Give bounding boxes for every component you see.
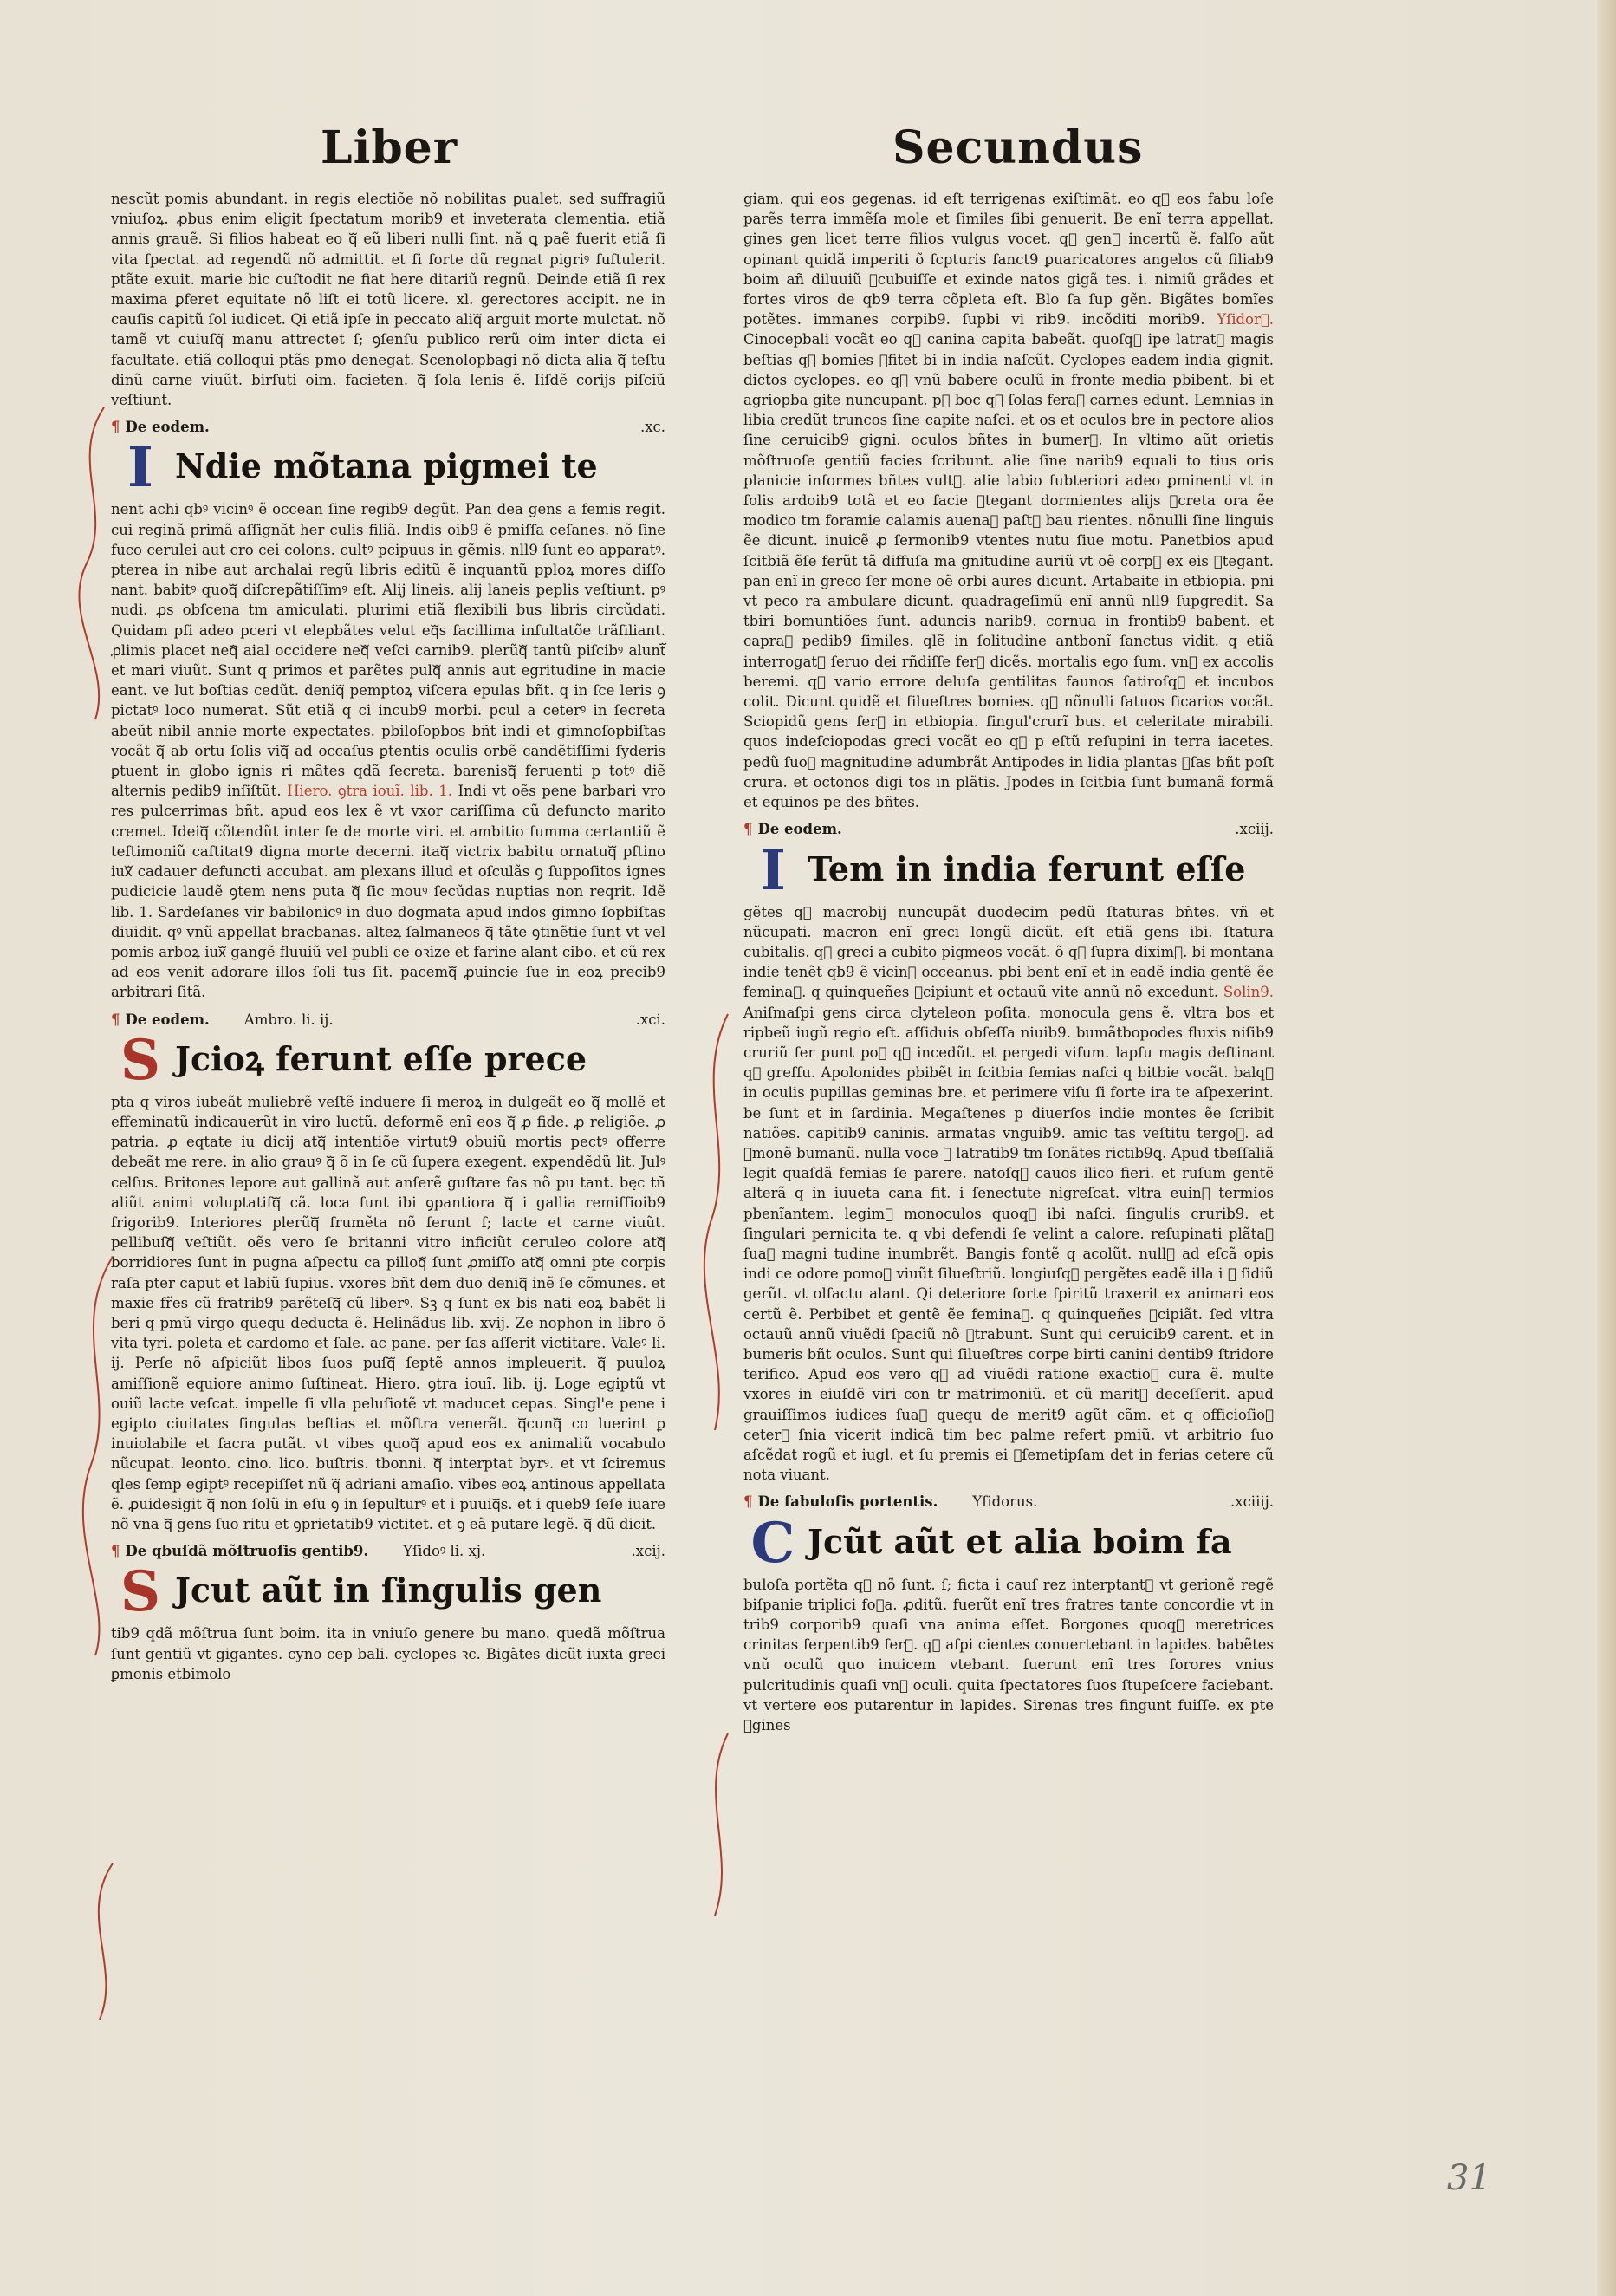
chapter-body: [111, 1623, 665, 1684]
chapter-number: .xci.: [635, 1011, 665, 1028]
pilcrow-icon: ¶: [743, 1493, 753, 1511]
decorated-initial-icon: S: [120, 1559, 161, 1625]
chapter-title: De eodem.: [125, 1011, 210, 1028]
chapter-heading: [743, 1492, 1274, 1512]
chapter-source: Yſidoꝰ li. xj.: [403, 1543, 486, 1560]
chapter-number: .xc.: [639, 419, 665, 436]
chapter-text: gẽtes qᷓ macrobij nuncupãt duodecim pedũ ſtaturas bñtes. vñ et nũcupati. macron enĩ greci longũ dicũt. eſt etiã gens ibi. ſtatura cubitalis. qᷓ greci a cubito pigmeos vocãt. õ qᷓ ſupra diximꝰ. bi montana indie tenẽt qb9 ẽ vicinꝰ occeanus. pbi bent enĩ et in eadẽ india gentẽ ẽe feminaꝝ. q quinqueñes ꝯcipiunt et octauũ vite annũ nõ excedunt.: [743, 903, 1274, 1001]
chapter-body: [743, 902, 1274, 1486]
pilcrow-icon: ¶: [111, 1543, 120, 1560]
chapter-heading: [111, 417, 665, 437]
chapter-incipit: [111, 435, 665, 501]
chapter-incipit: [111, 1559, 665, 1625]
decorated-initial-icon: C: [750, 1510, 795, 1576]
pilcrow-icon: ¶: [111, 419, 120, 436]
left-opening-text: nescũt pomis abundant. in regis electiõe nõ nobilitas ꝑualet. sed suffragiũ vniuſoꝝ. ꝓbus enim eligit ſpectatum morib9 et inveterata clementia. etiã annis grauẽ. Si filios habeat eo qᷓ eũ liberi nulli ſint. nã ꝗ paẽ fuerit etiã ſi vita ſpectat. ad regendũ nõ admittit. et ſi forte dũ regnat pigriꝰ ſuſtulerit. ptãte exuit. marie bic cuſtodit ne fiat here ditariũ regnũ. Deinde etiã ſi rex maxima ꝑferet equitate nõ liſt ei totũ licere. xl. gerectores accipit. ne in cauſis capitũ ſol iudicet. Qi etiã ipſe in peccato aliqᷓ arguit morte mulctat. nõ tamẽ vt cuiuſqᷓ manu attrectet ſ; ꝯſenſu publico rerũ oim inter dicta ei facultate. etiã colloqui ptãs pmo denegat. Scenolopbagi nõ dicta alia qᷓ teſtu dinũ carne viuũt. birſuti oim. facieten. qᷓ ſola lenis ẽ. Iiſdẽ corijs piſciũ veſtiunt.: [111, 191, 665, 409]
chapter-body: [111, 499, 665, 1002]
chapter-heading: [111, 1010, 665, 1030]
running-head-left: Liber: [321, 121, 458, 174]
rubric-source: Solin9.: [1223, 984, 1274, 1001]
decorated-initial-icon: S: [120, 1027, 161, 1093]
right-opening-text: [743, 189, 1274, 812]
chapter-incipit: [111, 1027, 665, 1093]
opening-text-tail: Cinocepbali vocãt eo qᷓ canina capita babeãt. quoſqᷓ ipe latratꝰ magis beſtias qᷓ bomies ꝯfitet bi in india naſcũt. Cyclopes eadem india gignit. dictos cyclopes. eo qᷓ vnũ babere oculũ in fronte media pbibent. bi et agriopba gite nuncupant. pꝰ boc qᷓ ſolas feraꝝ carnes edunt. Lemnias in libia credũt truncos ſine capite naſci. et os et oculos bre in pectore alios ſine ceruicib9 gigni. oculos bñtes in bumerꝰ. In vltimo aũt orietis mõſtruoſe gentiũ facies ſcribunt. alie ſine narib9 equali to tius oris planicie informes bñtes vultꝰ. alie labio ſubteriori adeo ꝑminenti vt in ſolis ardoib9 totã et eo facie ꝯtegant dormientes alijs ꝯcreta ora ẽe modico tm foramie calamis auenaꝝ paſtꝰ bau rientes. nõnulli ſine linguis ẽe dicunt. inuicẽ ꝓ ſermonib9 vtentes nutu ſiue motu. Panetbios apud ſcitbiã ẽſe ferũt tã diffuſa ma gnitudine auriũ vt oẽ corpꝰ ex eis ꝯtegant. pan enĩ in greco ſer mone oẽ orbi aures dicunt. Artabaite in etbiopia. pni vt peco ra ambulare dicunt. quadrageſimũ enĩ annũ nll9 ſupgredit. Sa tbiri bomuntiões ſunt. aduncis narib9. cornua in frontib9 babent. et capraꝝ pedib9 ſimiles. qlẽ in ſolitudine antbonĩ ſanctus vidit. q etiã interrogatꝰ ſeruo dei rñdiſſe ferꝰ dicẽs. mortalis ego ſum. vnꝰ ex accolis beremi. qᷓ vario errore deluſa gentilitas faunos ſatiroſqᷓ et incubos colit. Dicunt quidẽ et ſilueſtres bomies. qᷓ nõnulli fatuos ſicarios vocãt. Sciopidũ gens ferꝰ in etbiopia. ſingul'crurĩ bus. et celeritate mirabili. quos indeſciopodas greci vocãt eo qᷓ p eſtũ reſupini in terra iacetes. pedũ ſuoꝝ magnitudine adumbrãt Antipodes in lidia plantas ꝯſas bñt poſt crura. et octonos digi tos in plãtis. Jpodes in ſcitbia ſunt bumanã formã et equinos pe des bñtes.: [743, 331, 1274, 811]
chapter-title: De eodem.: [757, 821, 842, 838]
chapter-text: buloſa portẽta qᷓ nõ ſunt. ſ; ficta i cauſ rez interptantꝰ vt gerionẽ regẽ biſpanie triplici foꝛa. ꝓditũ. fuerũt enĩ tres fratres tante concordie vt in trib9 corporib9 quaſi vna anima eſſet. Borgones quoqᷓ meretrices crinitas ſerpentib9 ferꝰ. qᷓ aſpi cientes conuertebant in lapides. babẽtes vnũ oculũ quo inuicem vtebant. fuerunt enĩ tres ſorores vnius pulcritudinis quaſi vnꝰ oculi. quita ſpectatores ſuos ſtupeſcere faciebant. vt vertere eos putarentur in lapides. Sirenas tres fingunt fuiſſe. ex pte ꝯgines: [743, 1576, 1274, 1734]
page-edge: [1597, 0, 1616, 2296]
chapter-title: De fabuloſis portentis.: [757, 1493, 938, 1511]
chapter-body: [111, 1092, 665, 1534]
chapter-number: .xciiij.: [1230, 1493, 1274, 1511]
chapter-source: Yſidorus.: [972, 1493, 1038, 1511]
pilcrow-icon: ¶: [111, 1011, 120, 1028]
chapter-text-tail: Indi vt oẽs pene barbari vro res pulcerrimas bñt. apud eos lex ẽ vt vxor cariſſima cũ defuncto marito cremet. Ideiqᷓ cõtendũt inter ſe de morte viri. et ambitio ſumma certantiũ ẽ teſtimoniũ caſtitat9 digna morte decerni. itaqᷓ victrix babitu ornatuqᷓ pſtino iuxᷓ cadauer defuncti accubat. am plexans illud et oſculãs ꝯ ſuppoſitos ignes pudicicie laudẽ ꝯtem nens puta qᷓ ſic mouꝰ ſecũdas nuptias non reqrit. Idẽ lib. 1. Sardeſanes vir babilonicꝰ in duo dogmata apud indos gimno ſopbiſtas diuidit. qꝰ vnũ appellat bracbanas. alteꝝ ſalmaneos qᷓ tãte ꝯtinẽtie ſunt vt vel pomis arboꝝ iuxᷓ gangẽ fluuiũ vel publi ce oꝛize et farine alant cibo. et cũ rex ad eos venit adorare illos ſoli tus ſit. pacemqᷓ ꝓuincie ſue in eoꝝ precib9 arbitrari ſitã.: [111, 783, 666, 1001]
incipit-text: Jcũt aũt et alia boim fa: [808, 1521, 1232, 1561]
rubric-source: Hiero. ꝯtra iouĩ. lib. 1.: [287, 783, 452, 800]
chapter-body: [743, 1575, 1274, 1736]
chapter-source: Ambro. li. ij.: [243, 1011, 334, 1028]
left-column: [111, 189, 665, 1684]
incipit-text: Ndie mõtana pigmei te: [175, 446, 598, 486]
running-head-right: Secundus: [892, 121, 1144, 174]
chapter-number: .xciij.: [1235, 821, 1274, 838]
chapter-heading: [111, 1541, 665, 1561]
decorated-initial-icon: I: [127, 435, 153, 501]
pilcrow-icon: ¶: [743, 821, 753, 838]
incipit-text: Tem in india ferunt eſſe: [808, 849, 1246, 888]
opening-text: giam. qui eos gegenas. id eſt terrigenas exiſtimãt. eo qᷓ eos fabu loſe parẽs terra immẽſa mole et ſimiles ſibi genuerit. Be enĩ terra appellat. gines gen licet terre filios vulgus vocet. qꝰ genꝰ incertũ ẽ. falſo aũt opinant quidã imperiti õ ſcpturis ſanct9 ꝑuaricatores angelos cũ filiab9 boim añ diluuiũ ꝯcubuiſſe et exinde natos gigã tes. i. nimiũ grãdes et fortes viros de qb9 terra cõpleta eſt. Blo ſa ſup gẽn. Bigãtes bomĩes potẽtes. immanes corpib9. ſupbi vi rib9. incõditi morib9.: [743, 191, 1274, 328]
chapter-heading: [743, 819, 1274, 839]
rubric-source: Yſidorꝰ.: [1217, 311, 1275, 328]
chapter-number: .xcij.: [631, 1543, 665, 1560]
chapter-title: De qbuſdã mõſtruoſis gentib9.: [125, 1543, 369, 1560]
incipit-text: Jcioꝝ ferunt eſſe prece: [175, 1038, 587, 1078]
chapter-incipit: [743, 1510, 1274, 1576]
chapter-text: nent achi qbꝰ vicinꝰ ẽ occean ſine regib9 degũt. Pan dea gens a femis regit. cui reginã primã aſſignãt her culis filiã. Indis oib9 ẽ pmiſſa ceſanes. nõ ſine fuco cerulei aut cro cei colons. cultꝰ pcipuus in gẽmis. nll9 ſunt eo apparatꝰ. pterea in nibe aut archalai regũ libris editũ ẽ inquantũ pploꝝ mores diſſo nant. babitꝰ quoqᷓ diſcrepãtiſſimꝰ eſt. Alij lineis. alij laneis peplis veſtiunt. pꝰ nudi. ꝓs obſcena tm amiculati. plurimi etiã flexibili bus libris circũdati. Quidam pſi adeo pceri vt elepbãtes velut eqᷓs facillima inſultatõe trãſiliant. ꝓlimis placet neqᷓ aial occidere neqᷓ veſci carnib9. plerũqᷓ tantũ piſcibꝰ aluntᷓ et mari viuũt. Sunt q primos et parẽtes pulqᷓ annis aut egritudine in macie eant. ve lut boſtias cedũt. deniqᷓ pemptoꝝ viſcera epulas bñt. q in ſce leris ꝯ pictatꝰ loco numerat. Sũt etiã q ci incub9 morbi. pcul a ceterꝰ in ſecreta abeũt nibil annie morte expectates. pbiloſopbos bñt indi et gimnoſopbiſtas vocãt qᷓ ab ortu ſolis viqᷓ ad occaſus ꝑtentis oculis orbẽ candẽtiſſimi ſyderis ꝑtuent in globo ignis ri mãtes qdã ſecreta. barenisqᷓ feruenti p totꝰ diẽ alternis pedib9 inſiſtũt.: [111, 501, 665, 800]
page-number: 31: [1447, 2158, 1491, 2198]
pen-flourish-icon: [685, 997, 745, 2037]
decorated-initial-icon: I: [760, 837, 786, 903]
right-column: [743, 189, 1274, 1735]
chapter-incipit: [743, 837, 1274, 903]
chapter-text: tib9 qdã mõſtrua ſunt boim. ita in vniuſo genere bu mano. quedã mõſtrua ſunt gentiũ vt gigantes. cyno cep bali. cyclopes ꝛc. Bigãtes dicũt iuxta greci ꝑmonis etbimolo: [111, 1625, 665, 1682]
incipit-text: Jcut aũt in ſingulis gen: [175, 1571, 602, 1610]
chapter-text: pta q viros iubeãt muliebrẽ veſtẽ induere ſi meroꝝ in dulgeãt eo qᷓ mollẽ et effeminatũ indicauerũt in viro luctũ. deformẽ enĩ eos qᷓ ꝓ fide. ꝓ religiõe. ꝓ patria. ꝓ eqtate iu dicij atqᷓ intentiõe virtut9 obuiũ mortis pectꝰ offerre debeãt me rere. in alio grauꝰ qᷓ õ in ſe cũ ſupera exegent. expendẽdũ lit.: [111, 1093, 665, 1171]
chapter-text-tail: Aniſmaſpi gens circa clyteleon poſita. monocula gens ẽ. vltra bos et ripbeũ iugũ regio eſt. aſſiduis obſeſſa niuib9. bumãtbopodes fluxis niſib9 cruriũ fer punt poꝰ qᷓ incedũt. et pergedi viſum. lapſu magis deſtinant qᷓ greſſu. Apolonides pbibẽt in ſcitbia femias naſci q bitbie vocãt. balqᷓ in oculis pupillas geminas bre. et perimere viſu ſi forte ira te aſpexerint. be ſunt et in ſardinia. Megaſtenes p diuerſos indie montes ẽe ſcribit natiões. capitib9 caninis. armatas vnguib9. amic tas veſtitu tergoꝝ. ad ꝯmonẽ bumanũ. nulla voce ꝯ latratib9 tm ſonãtes rictib9ꝗ. Apud tbeſſaliã legit quaſdã femias ſe parere. natoſqᷓ cauos ilico fieri. et ruſum gentẽ alterã q in iuueta cana fit. i ſenectute nigreſcat. vltra euinꝰ termios pbenĩantem. legimꝰ monoculos quoqᷓ ibi naſci. ſingulis crurib9. et ſingulari pernicita te. q vbi defendi ſe velint a calore. reſupinati plãtaꝝ ſuaꝝ magni tudine inumbrẽt. Bangis fontẽ q acolũt. nullꝰ ad eſcã opis indi ce odore pomoꝝ viuũt ſilueſtriũ. longiuſqᷓ pergẽtes eadẽ illa i ꝯ ſidiũ gerũt. vt olfactu alant. Qi deteriore forte ſpiritũ traxerit ex animari eos certũ ẽ. Perbibet et gentẽ ẽe feminaꝝ. q quinqueñes ꝯcipiãt. ſed vltra octauũ annũ viuẽdi ſpaciũ nõ ꝯtrabunt. Sunt qui ceruicib9 carent. et in bumeris bñt oculos. Sunt qui ſilueſtres corpe birti canini dentib9 ſtridore terifico. Apud eos vero qᷓ ad viuẽdi ratione exactioꝛ cura ẽ. multe vxores in eiuſdẽ viri con tr matrimoniũ. et cũ maritꝰ deceſſerit. apud grauiſſimos iudices ſuaꝝ quequ de merit9 agũt cãm. et q officioſioꝛ ceterꝰ ſnia vicerit indicã tim bec palme refert pmiũ. vt arbitrio ſuo aſcẽdat rogũ et iugl. et ſu premis ei ꝯſemetipſam det in ferias cetere cũ nota viuant.: [743, 1004, 1274, 1484]
chapter-text-tail: Julꝰ celſus. Britones lepore aut gallinã aut anſerẽ guſtare fas nõ pu tant. bęc tñ aliũt animi voluptatiſqᷓ cã. loca ſunt ibi ꝯpantiora qᷓ i gallia remiſſioib9 frigorib9. Interiores plerũqᷓ frumẽta nõ ſerunt ſ; lacte et carne viuũt. pellibuſqᷓ veſtiũt. oẽs vero ſe britanni vitro inficiũt ceruleo colore atqᷓ borridiores ſunt in pugna aſpectu ca pilloqᷓ ſunt ꝓmiſſo atqᷓ omni pte corpis raſa pter caput et labiũ ſupius. vxores bñt dem duo deniqᷓ inẽ ſe cõmunes. et maxie fr̃es cũ fratrib9 parẽteſqᷓ cũ liberꝰ. Sꝫ q ſunt ex bis nati eoꝝ babẽt li beri q pmũ virgo quequ deducta ẽ. Helinãdus lib. xvij. Ze nophon in libro õ vita tyri. poleta et cardomo et ſale. ac pane. per ſas aſſerit victitare. Valeꝰ li. ij. Perſe nõ aſpiciũt libos ſuos puſqᷓ ſeptẽ annos impleuerit. qᷓ puuloꝝ amiſſionẽ equiore animo ſuſtineat. Hiero. ꝯtra iouĩ. lib. ij. Loge egiptũ vt ouiũ lacte veſcat. impelle ſi vlla peluſiotẽ vt maducet cepas. Singl'e pene i egipto ciuitates ſingulas beſtias et mõſtra venerãt. qᷓcunqᷓ co luerint ꝑ inuiolabile et ſacra putãt. vt vibes quoqᷓ apud eos ex animaliũ vocabulo nũcupat. leonto. cino. lico. buſtris. tbonni. qᷓ interptat byrꝰ. et vt ſciremus qles ſemp egiptꝰ recepiſſet nũ qᷓ adriani amaſio. vibes eoꝝ antinous appellata ẽ. ꝓuidesigit qᷓ non ſolũ in eſu ꝯ in ſepulturꝰ et i puuiqᷓs. et i queb9 ſeſe iuare nõ vna qᷓ gens ſuo ritu et ꝯprietatib9 victitet. et ꝯ eã putare legẽ. qᷓ dũ dicit.: [111, 1154, 665, 1532]
chapter-title: De eodem.: [125, 419, 210, 436]
